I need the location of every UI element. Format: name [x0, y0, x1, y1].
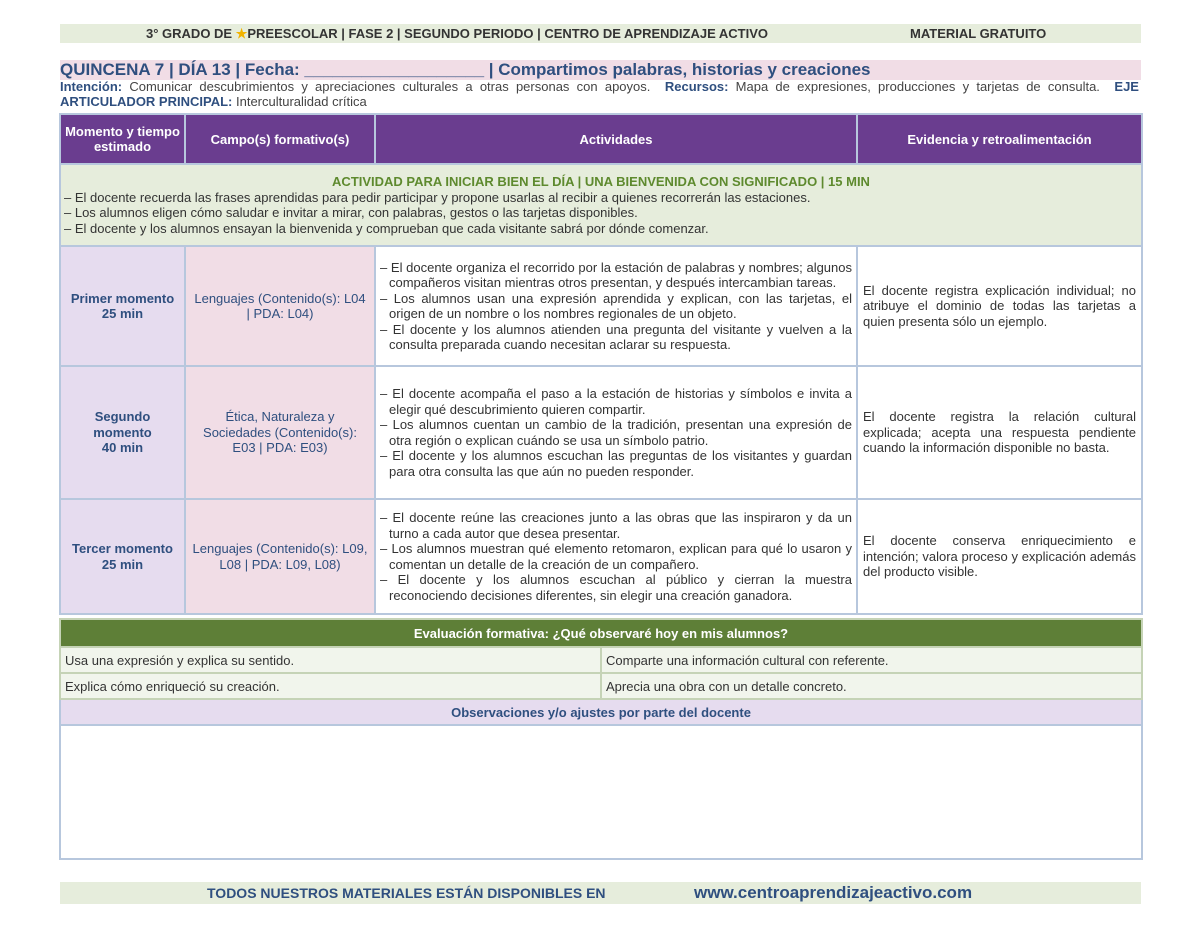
- moment-cell: Segundo momento 40 min: [60, 366, 185, 499]
- start-activity-title: ACTIVIDAD PARA INICIAR BIEN EL DÍA | UNA BIENVENIDA CON SIGNIFICADO | 15 MIN: [332, 174, 870, 189]
- activities-table: [59, 113, 1143, 615]
- footer-bar: [60, 882, 1141, 904]
- evaluation-item: Aprecia una obra con un detalle concreto.: [601, 673, 1142, 699]
- header-evidence: Evidencia y retroalimentación: [857, 114, 1142, 164]
- activity-item: – El docente y los alumnos atienden una pregunta del visitante y vuelven a la consulta preparada cuando necesitan aclarar su respuesta.: [380, 321, 852, 352]
- intention-paragraph: Intención: Comunicar descubrimientos y apreciaciones culturales a otras personas con apoyos. Recursos: Mapa de expresiones, producciones y tarjetas de consulta. EJE ARTICULADOR PRINCIPAL: Interculturalidad crítica: [60, 79, 1139, 109]
- evaluation-item: Comparte una información cultural con referente.: [601, 647, 1142, 673]
- table-header-row: [60, 114, 1142, 164]
- activity-item: – El docente y los alumnos escuchan al público y cierran la muestra reconociendo decisiones diferentes, sin elegir una creación ganadora.: [380, 572, 852, 603]
- start-activity-row: [60, 164, 1142, 246]
- header-moment: Momento y tiempo estimado: [60, 114, 185, 164]
- activity-item: – Los alumnos usan una expresión aprendida y explican, con las tarjetas, el origen de un nombre o los nombres regionales de un objeto.: [380, 290, 852, 321]
- header-field: Campo(s) formativo(s): [185, 114, 375, 164]
- evaluation-table: [59, 618, 1143, 860]
- evaluation-title: Evaluación formativa: ¿Qué observaré hoy en mis alumnos?: [60, 619, 1142, 647]
- moment-cell: Tercer momento 25 min: [60, 499, 185, 614]
- activity-item: – El docente y los alumnos escuchan las preguntas de los visitantes y guardan para otra consulta las que aún no pueden responder.: [380, 448, 852, 479]
- start-activity-cell: [60, 164, 1142, 246]
- evidence-cell: El docente registra explicación individual; no atribuye el dominio de todas las tarjetas a quien presenta sólo un ejemplo.: [857, 246, 1142, 366]
- top-header-bar: [60, 24, 1141, 43]
- observations-title: Observaciones y/o ajustes por parte del docente: [60, 699, 1142, 725]
- evidence-cell: El docente registra la relación cultural explicada; acepta una respuesta pendiente cuando la información disponible no basta.: [857, 366, 1142, 499]
- activity-item: – Los alumnos muestran qué elemento retomaron, explican para qué lo usaron y comentan un detalle de la creación de un compañero.: [380, 541, 852, 572]
- observations-box[interactable]: [60, 725, 1142, 859]
- activities-cell: [375, 246, 857, 366]
- table-row: [60, 499, 1142, 614]
- footer-text: TODOS NUESTROS MATERIALES ESTÁN DISPONIBLES EN: [207, 885, 606, 901]
- footer-url-link[interactable]: www.centroaprendizajeactivo.com: [694, 883, 973, 902]
- field-cell: Lenguajes (Contenido(s): L04 | PDA: L04): [185, 246, 375, 366]
- activities-cell: [375, 499, 857, 614]
- start-item: – El docente y los alumnos ensayan la bienvenida y comprueban que cada visitante sabrá por dónde comenzar.: [64, 220, 709, 236]
- header-activities: Actividades: [375, 114, 857, 164]
- activities-cell: [375, 366, 857, 499]
- page-title: QUINCENA 7 | DÍA 13 | Fecha: ___________________ | Compartimos palabras, historias y creaciones: [60, 60, 871, 79]
- header-grade-info: 3° GRADO DE ★PREESCOLAR | FASE 2 | SEGUNDO PERIODO | CENTRO DE APRENDIZAJE ACTIVO: [146, 26, 769, 41]
- field-cell: Lenguajes (Contenido(s): L09, L08 | PDA: L09, L08): [185, 499, 375, 614]
- activity-item: – Los alumnos cuentan un cambio de la tradición, presentan una expresión de otra región o explican cuándo se usa un símbolo patrio.: [380, 417, 852, 448]
- header-free-material: MATERIAL GRATUITO: [910, 26, 1047, 41]
- evaluation-item: Explica cómo enriqueció su creación.: [60, 673, 601, 699]
- evaluation-item: Usa una expresión y explica su sentido.: [60, 647, 601, 673]
- activity-item: – El docente reúne las creaciones junto a las obras que las inspiraron y da un turno a cada autor que desea presentar.: [380, 510, 852, 541]
- evidence-cell: El docente conserva enriquecimiento e intención; valora proceso y explicación además del producto visible.: [857, 499, 1142, 614]
- field-cell: Ética, Naturaleza y Sociedades (Contenido(s): E03 | PDA: E03): [185, 366, 375, 499]
- start-item: – Los alumnos eligen cómo saludar e invitar a mirar, con palabras, gestos o las tarjetas disponibles.: [64, 205, 638, 220]
- table-row: [60, 246, 1142, 366]
- table-row: [60, 366, 1142, 499]
- moment-cell: Primer momento 25 min: [60, 246, 185, 366]
- start-item: – El docente recuerda las frases aprendidas para pedir participar y propone usarlas al recibir a quienes recorrerán las estaciones.: [64, 189, 811, 205]
- star-icon: ★: [235, 26, 248, 41]
- activity-item: – El docente organiza el recorrido por la estación de palabras y nombres; algunos compañeros visitan mientras otros presentan, y después intercambian tareas.: [380, 259, 852, 290]
- activity-item: – El docente acompaña el paso a la estación de historias y símbolos e invita a elegir qué descubrimiento quieren compartir.: [380, 386, 852, 417]
